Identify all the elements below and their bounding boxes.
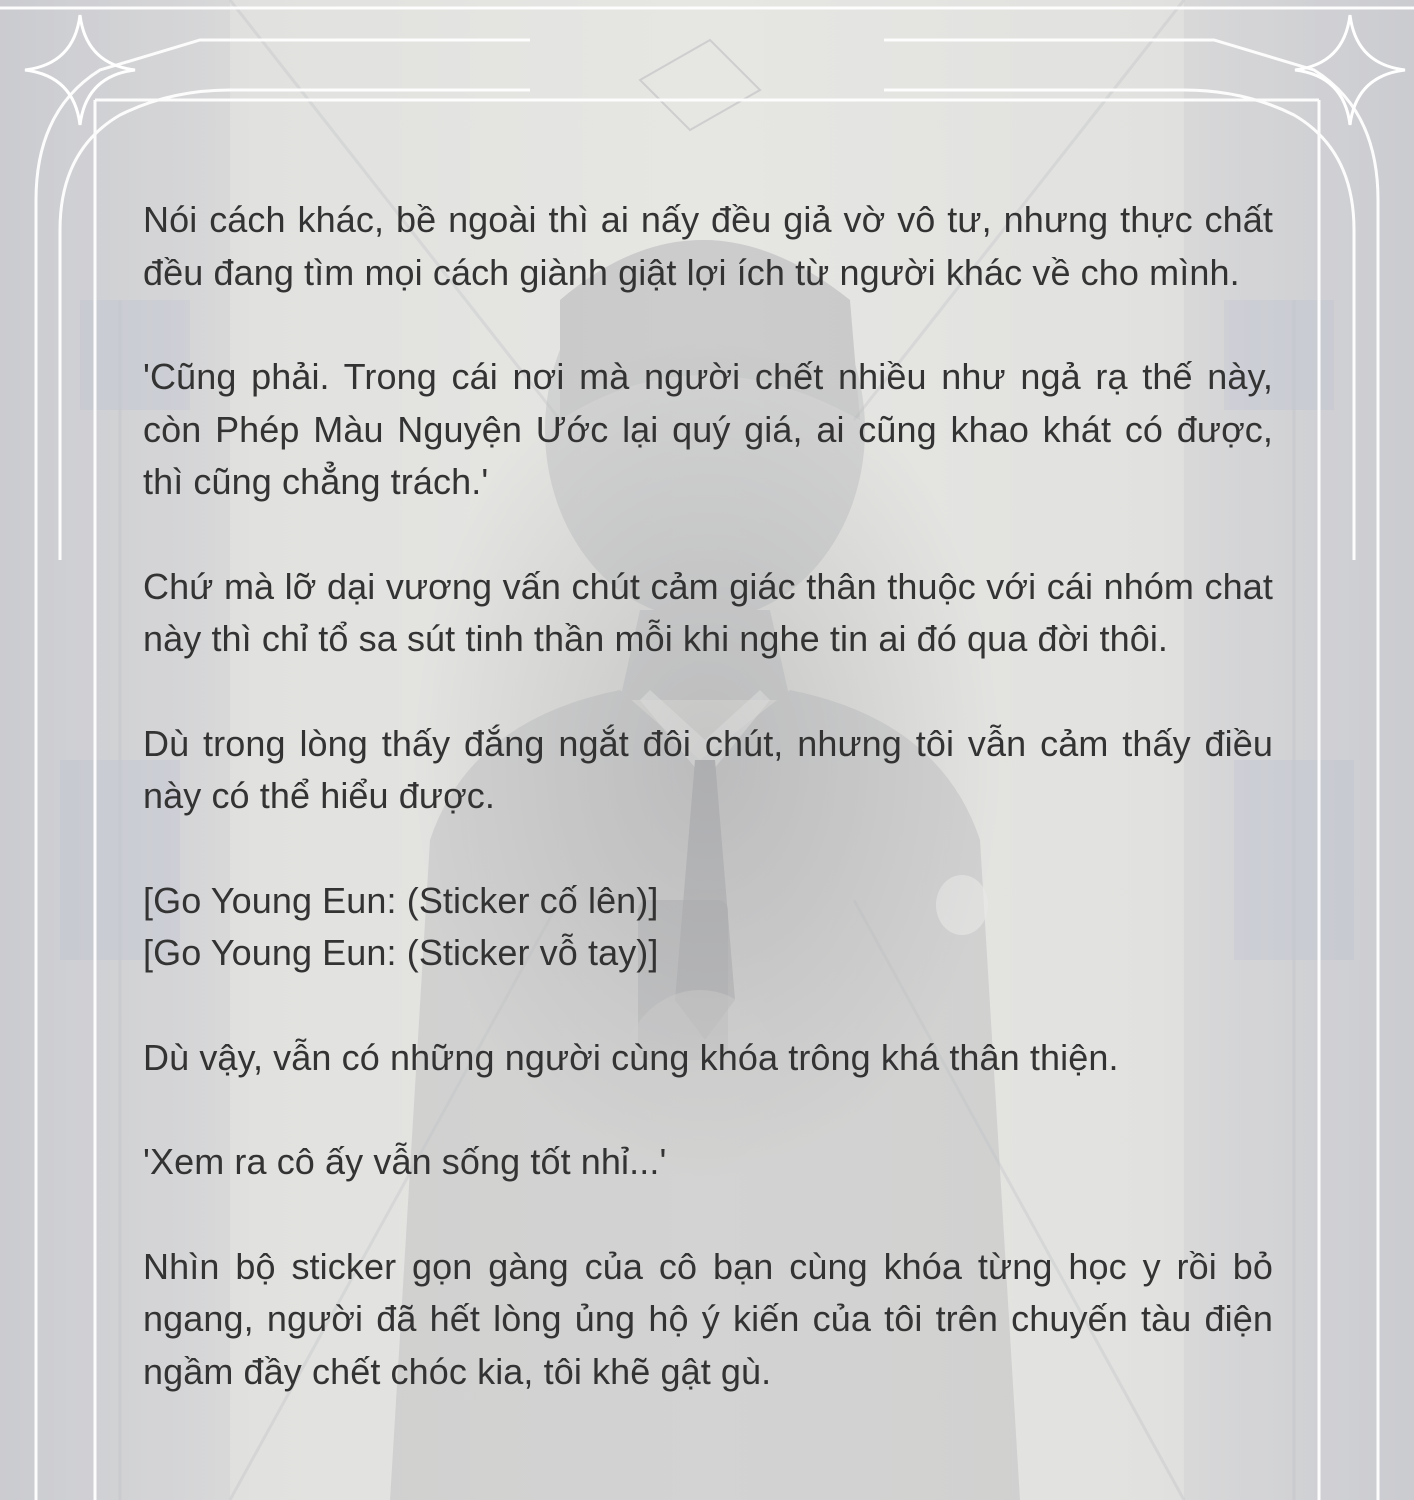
paragraph-1: Nói cách khác, bề ngoài thì ai nấy đều giả vờ vô tư, nhưng thực chất đều đang tìm mọi cách giành giật lợi ích từ người khác về cho mình. bbox=[143, 199, 1273, 293]
chat-sticker-messages bbox=[143, 875, 1273, 980]
chat-message: [Go Young Eun: (Sticker vỗ tay)] bbox=[143, 932, 659, 973]
four-point-star-icon bbox=[1290, 10, 1410, 130]
paragraph-3: Chứ mà lỡ dại vương vấn chút cảm giác thân thuộc với cái nhóm chat này thì chỉ tổ sa sút tinh thần mỗi khi nghe tin ai đó qua đời thôi. bbox=[143, 565, 1273, 659]
story-text bbox=[143, 194, 1273, 1398]
paragraph-7: 'Xem ra cô ấy vẫn sống tốt nhỉ...' bbox=[143, 1141, 667, 1182]
paragraph-8: Nhìn bộ sticker gọn gàng của cô bạn cùng khóa từng học y rồi bỏ ngang, người đã hết lòng ủng hộ ý kiến của tôi trên chuyến tàu điện ngầm đầy chết chóc kia, tôi khẽ gật gù. bbox=[143, 1245, 1273, 1392]
four-point-star-icon bbox=[20, 10, 140, 130]
paragraph-6: Dù vậy, vẫn có những người cùng khóa trông khá thân thiện. bbox=[143, 1036, 1119, 1078]
paragraph-4: Dù trong lòng thấy đắng ngắt đôi chút, nhưng tôi vẫn cảm thấy điều này có thể hiểu được. bbox=[143, 722, 1273, 816]
paragraph-2: 'Cũng phải. Trong cái nơi mà người chết nhiều như ngả rạ thế này, còn Phép Màu Nguyện Ước lại quý giá, ai cũng khao khát có được, thì cũng chẳng trách.' bbox=[143, 356, 1273, 502]
chat-message: [Go Young Eun: (Sticker cố lên)] bbox=[143, 879, 659, 921]
